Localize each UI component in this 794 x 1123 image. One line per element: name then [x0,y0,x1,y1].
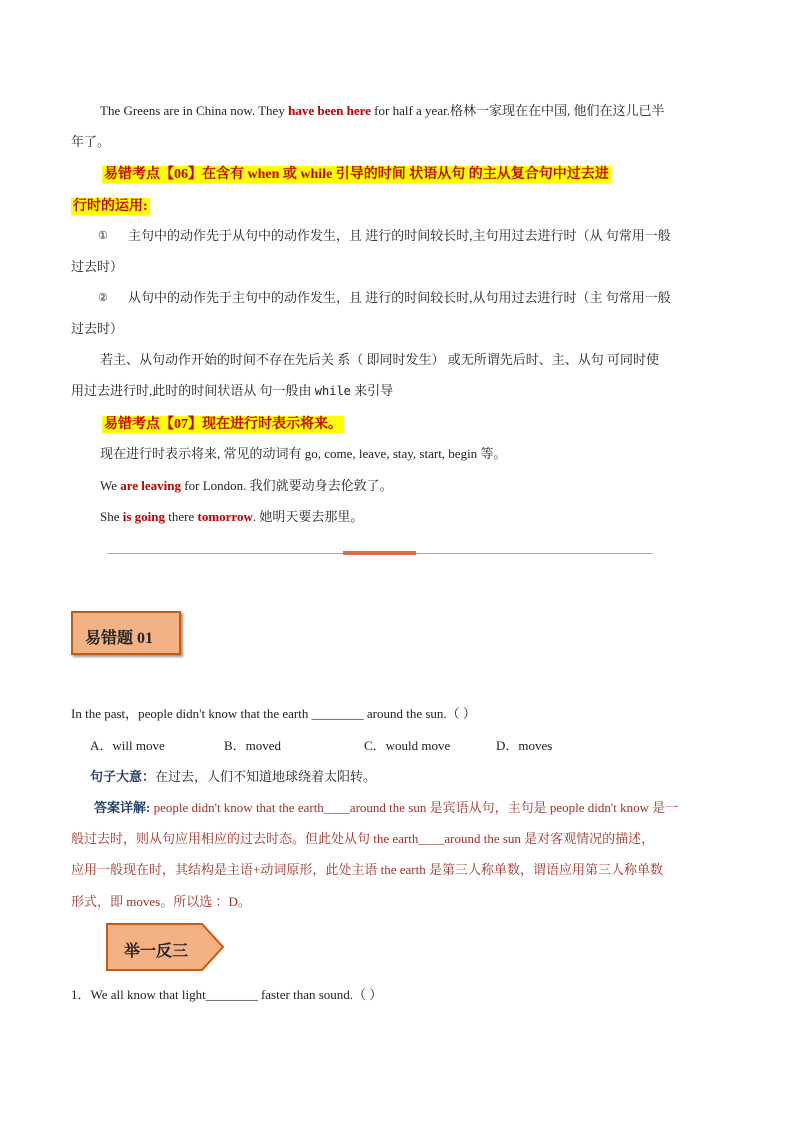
section-box-label: 易错题 01 [85,630,154,647]
answer-label: 答案详解: [94,800,151,815]
meaning-label: 句子大意： [90,769,156,784]
keyword-while: while [314,384,351,398]
answer-line2: 般过去时，则从句应用相应的过去时态。但此处从句 the earth____around the sun 是对客观情况的描述， [71,831,655,846]
text-segment: 来引导 [350,383,394,398]
paragraph-simultaneous: 若主、从句动作开始的时间不存在先后关 系（ 即同时发生） 或无所谓先后时、主、从句 可同时使 [100,352,660,367]
point-06-heading-line1 [102,163,611,183]
paragraph-simultaneous-cont [71,383,393,399]
section-box-error-question [71,611,181,655]
answer-line1 [94,800,678,816]
option-d: D．moves [496,738,553,753]
paragraph-greens-cont: 年了。 [71,134,111,149]
text-segment: . 她明天要去那里。 [252,509,364,524]
item-1-number: ① [98,230,108,242]
keyword-highlight: are leaving [120,478,182,493]
text-segment: She [100,509,123,524]
item-1-line2: 过去时） [71,259,124,274]
item-1-line1: 主句中的动作先于从句中的动作发生，且 进行的时间较长时,主句用过去进行时（从 句常用一般 [128,228,671,243]
option-c: C．would move [364,738,451,753]
meaning-text: 在过去，人们不知道地球绕着太阳转。 [155,769,377,784]
text-segment: there [165,509,198,524]
practice-question-1: 1．We all know that light________ faster than sound.（ ） [71,987,383,1002]
text-segment: The Greens are in China now. They [100,103,289,118]
example-2 [100,509,363,525]
keyword-highlight: is going [122,509,166,524]
keyword-highlight: tomorrow [197,509,253,524]
highlight-text: 易错考点【07】现在进行时表示将来。 [104,417,342,432]
point-06-heading-line2 [71,195,150,215]
example-1 [100,478,393,494]
paragraph-future-usage: 现在进行时表示将来, 常见的动词有 go, come, leave, stay, start, begin 等。 [100,446,507,461]
section-divider-mark [343,551,416,555]
answer-line4: 形式，即 moves。所以选 ：D。 [71,894,251,909]
section-arrow-label: 举一反三 [124,943,189,960]
text-segment: 用过去进行时,此时的时间状语从 句一般由 [71,383,315,398]
item-2-number: ② [98,292,108,304]
keyword-highlight: have been here [288,103,371,118]
text-segment: for London. 我们就要动身去伦敦了。 [181,478,393,493]
answer-text: people didn't know that the earth____around the sun 是宾语从句，主句是 people didn't know 是一 [150,800,679,815]
text-segment: for half a year.格林一家现在在中国, 他们在这儿已半 [370,103,665,118]
highlight-text: 易错考点【06】在含有 when 或 while 引导的时间 状语从句 的主从复合句中过去进 [104,167,609,182]
section-arrow-practice [106,923,224,971]
answer-line3: 应用一般现在时，其结构是主语+动词原形，此处主语 the earth 是第三人称单数，谓语应用第三人称单数 [71,862,663,877]
paragraph-greens [100,103,664,119]
point-07-heading [102,413,344,433]
option-a: A．will move [90,738,165,753]
item-2-line1: 从句中的动作先于主句中的动作发生，且 进行的时间较长时,从句用过去进行时（主 句常用一般 [128,290,671,305]
highlight-text: 行时的运用: [73,199,148,214]
option-b: B．moved [224,738,282,753]
text-segment: We [100,478,121,493]
sentence-meaning [90,769,376,785]
question-stem: In the past，people didn't know that the earth ________ around the sun.（ ） [71,706,476,721]
item-2-line2: 过去时） [71,321,124,336]
